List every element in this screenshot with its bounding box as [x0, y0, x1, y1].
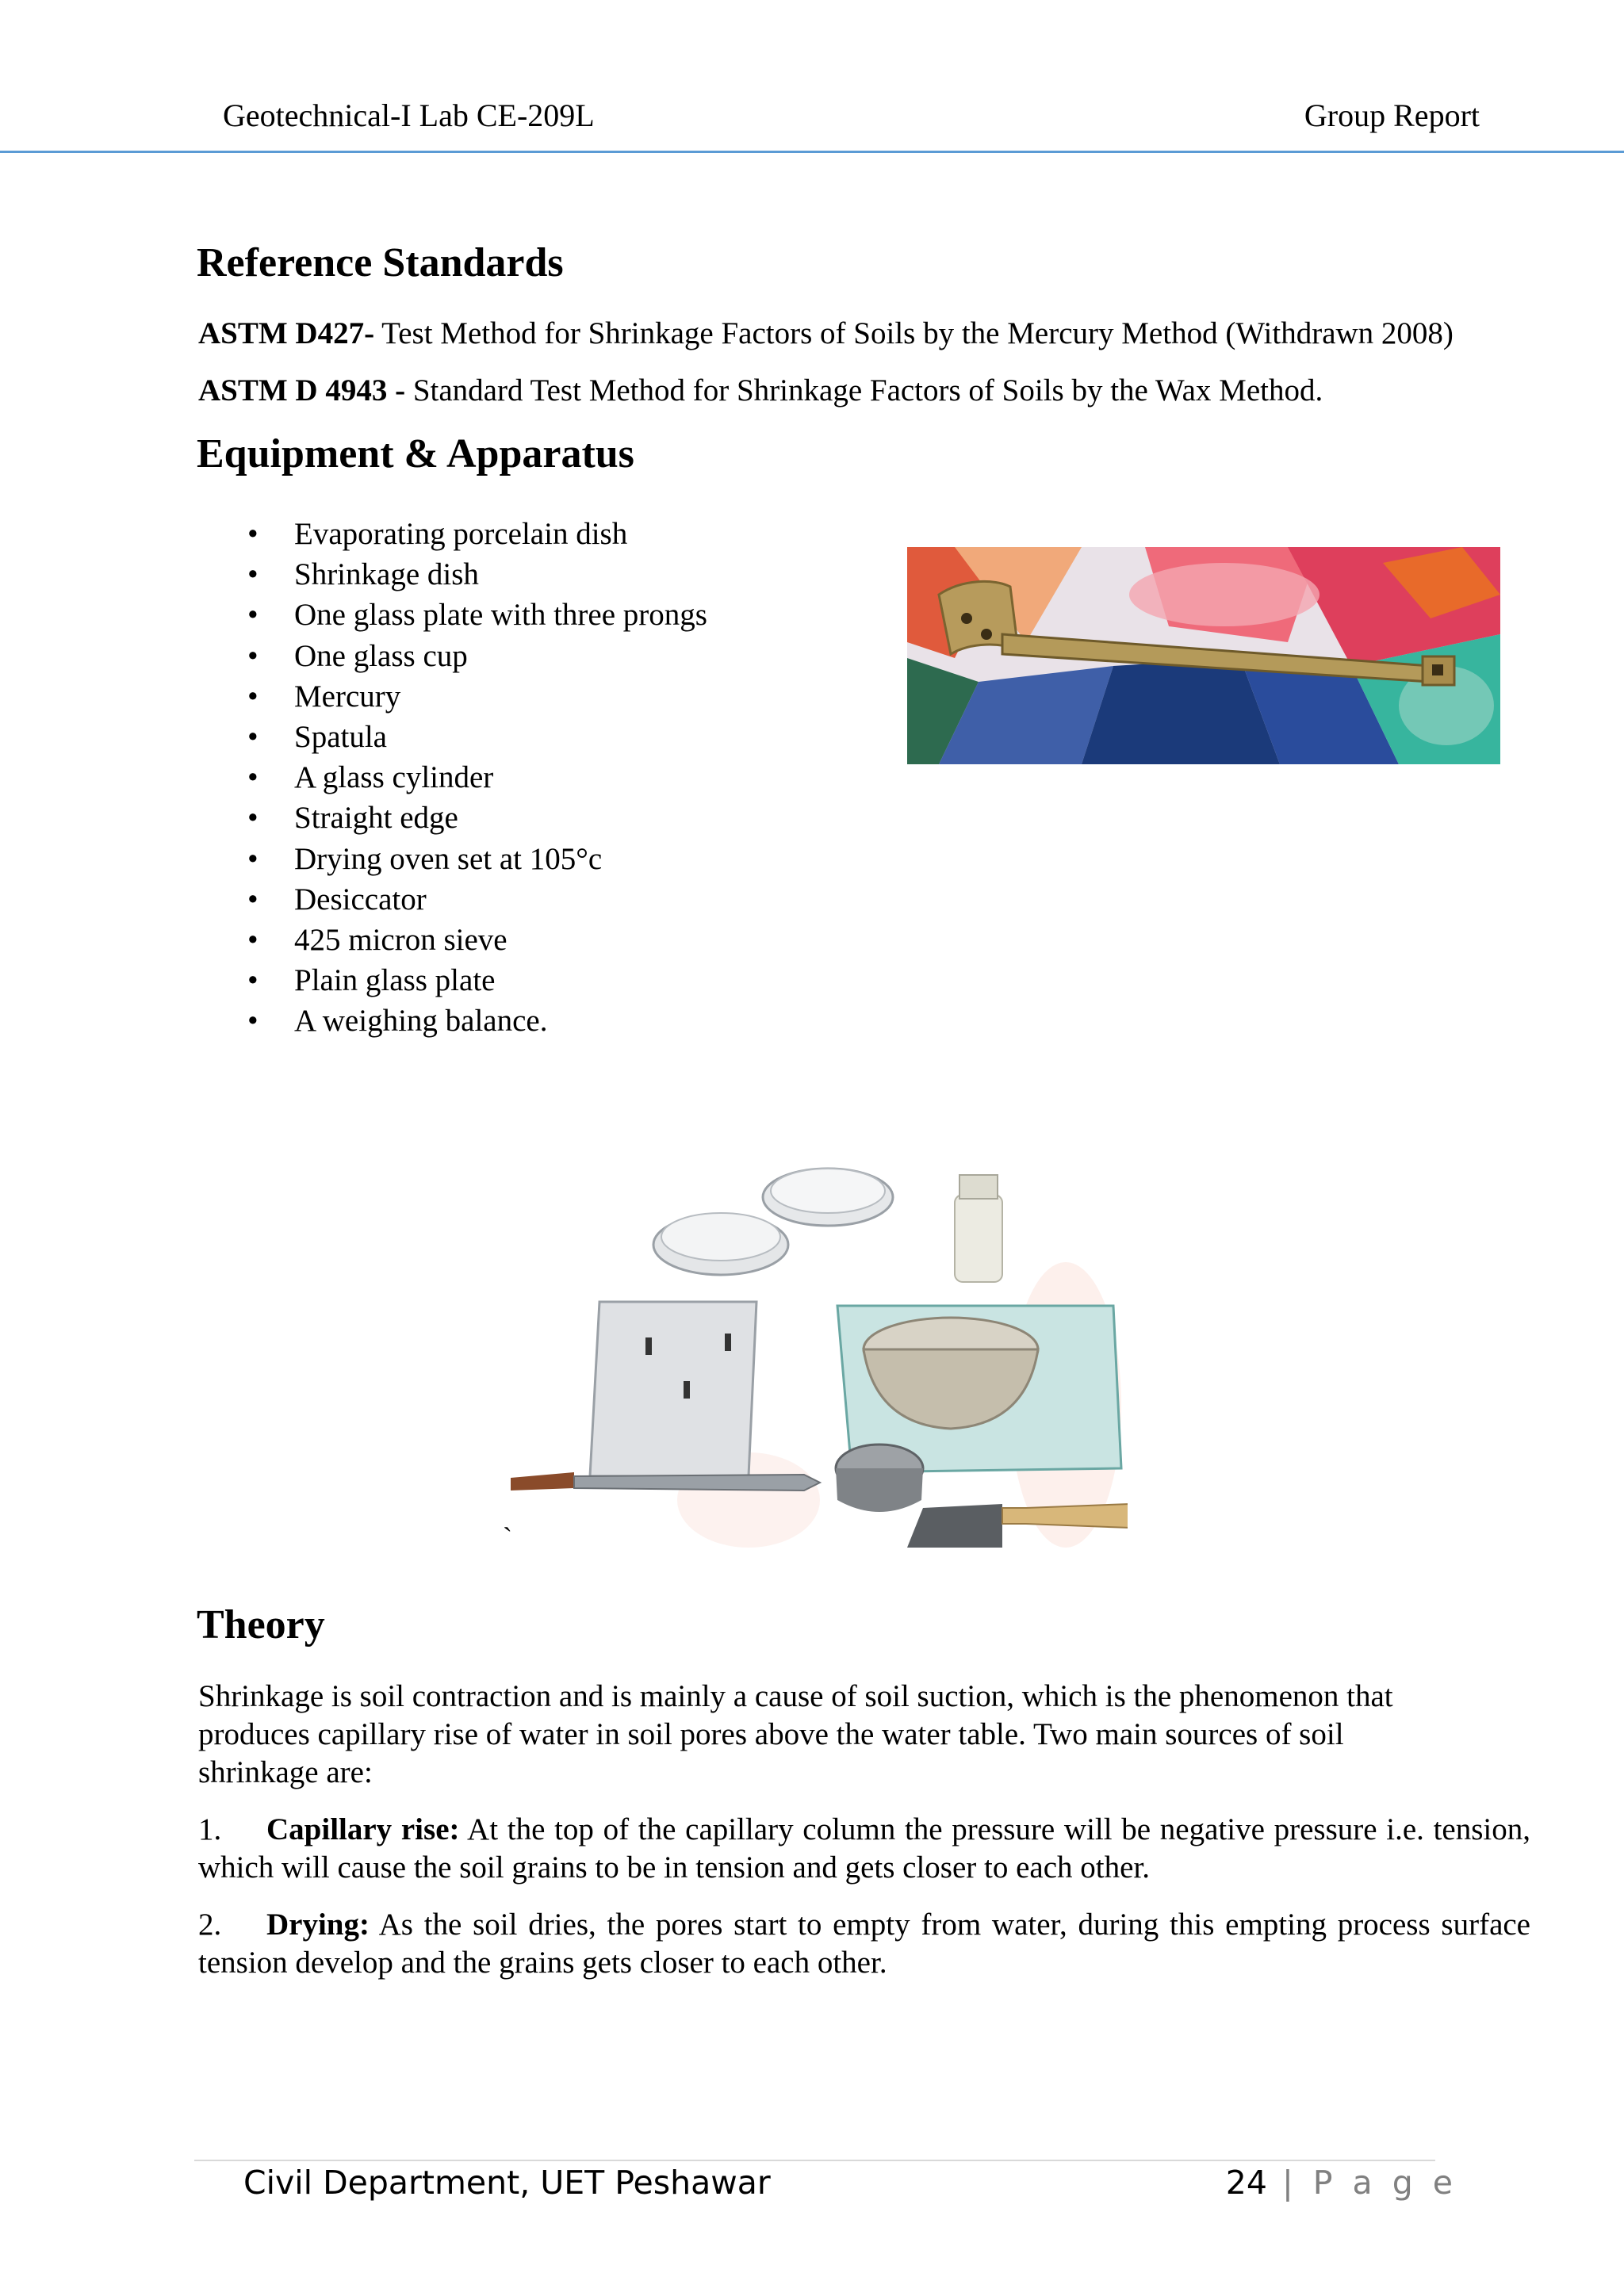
- bullet: •: [247, 922, 259, 957]
- list-item-label: Mercury: [294, 679, 401, 714]
- standard-text: Standard Test Method for Shrinkage Factors of Soils by the Wax Method.: [405, 373, 1323, 408]
- list-item-label: Drying oven set at 105°c: [294, 841, 603, 876]
- theory-heading: Theory: [197, 1602, 325, 1647]
- standard-item: [198, 316, 1454, 351]
- list-item-label: A weighing balance.: [294, 1004, 548, 1039]
- bullet: •: [247, 557, 259, 592]
- footer-department: Civil Department, UET Peshawar: [243, 2164, 771, 2202]
- bullet: •: [247, 679, 259, 714]
- list-item: [238, 595, 707, 635]
- item-title: Drying:: [266, 1908, 370, 1942]
- bullet: •: [247, 638, 259, 673]
- list-item: [198, 1906, 1530, 1982]
- list-item: [238, 798, 707, 838]
- page-label: P a g e: [1312, 2164, 1457, 2202]
- list-item: [238, 554, 707, 595]
- list-item: [238, 717, 707, 757]
- apparatus-illustration: [511, 1151, 1128, 1552]
- theory-intro: Shrinkage is soil contraction and is mainly a cause of soil suction, which is the phenomenon that produces capillary rise of water in soil pores above the water table. Two main sources of soil shrinkage are:: [198, 1679, 1393, 1789]
- page-number: 24: [1225, 2164, 1267, 2202]
- footer-page: [1226, 2164, 1457, 2202]
- footer-divider: [194, 2160, 1435, 2161]
- reference-standards-heading: Reference Standards: [197, 240, 564, 285]
- item-text: At the top of the capillary column the pressure will be negative pressure i.e. tension, which will cause the soil grains to be in tension and gets closer to each other.: [198, 1812, 1531, 1885]
- list-item-label: A glass cylinder: [294, 760, 494, 795]
- list-item-label: Evaporating porcelain dish: [294, 517, 628, 551]
- list-item: [238, 879, 707, 920]
- list-item: [198, 1811, 1530, 1887]
- standard-item: [198, 373, 1323, 408]
- page-separator: |: [1266, 2164, 1313, 2202]
- item-text: As the soil dries, the pores start to empty from water, during this empting process surface tension develop and the grains gets closer to each other.: [198, 1908, 1530, 1980]
- list-item: [238, 676, 707, 717]
- bullet: •: [247, 963, 259, 998]
- list-item-label: Spatula: [294, 719, 387, 754]
- standard-text: Test Method for Shrinkage Factors of Soils by the Mercury Method (Withdrawn 2008): [374, 316, 1454, 350]
- list-item-label: Straight edge: [294, 801, 458, 836]
- list-item-label: One glass plate with three prongs: [294, 598, 707, 633]
- list-item-label: 425 micron sieve: [294, 922, 508, 957]
- bullet: •: [247, 760, 259, 795]
- item-number: 1.: [198, 1812, 222, 1846]
- list-item: [238, 514, 707, 554]
- list-item-label: One glass cup: [294, 638, 468, 673]
- standard-code: ASTM D 4943 -: [198, 373, 406, 408]
- item-number: 2.: [198, 1908, 222, 1942]
- equipment-heading: Equipment & Apparatus: [197, 431, 634, 476]
- bullet: •: [247, 598, 259, 633]
- list-item: [238, 636, 707, 676]
- apparatus-photo: [511, 1151, 1128, 1552]
- header-divider: [0, 151, 1624, 153]
- list-item-label: Plain glass plate: [294, 963, 496, 998]
- list-item-label: Shrinkage dish: [294, 557, 479, 592]
- shrinkage-tool-photo: [907, 547, 1500, 764]
- standard-code: ASTM D427-: [198, 316, 375, 350]
- shrinkage-tool-illustration: [907, 547, 1500, 764]
- bullet: •: [247, 841, 259, 876]
- bullet: •: [247, 1004, 259, 1039]
- running-header-right: Group Report: [1304, 98, 1480, 133]
- bullet: •: [247, 801, 259, 836]
- bullet: •: [247, 517, 259, 551]
- list-item: [238, 839, 707, 879]
- list-item: [238, 1001, 707, 1041]
- list-item: [238, 920, 707, 960]
- item-title: Capillary rise:: [266, 1812, 460, 1846]
- stray-mark: `: [503, 1521, 512, 1553]
- list-item: [238, 960, 707, 1001]
- list-item: [238, 757, 707, 798]
- running-header-left: Geotechnical-I Lab CE-209L: [223, 98, 595, 133]
- bullet: •: [247, 719, 259, 754]
- list-item-label: Desiccator: [294, 882, 427, 916]
- equipment-list: [238, 514, 707, 1041]
- bullet: •: [247, 882, 259, 916]
